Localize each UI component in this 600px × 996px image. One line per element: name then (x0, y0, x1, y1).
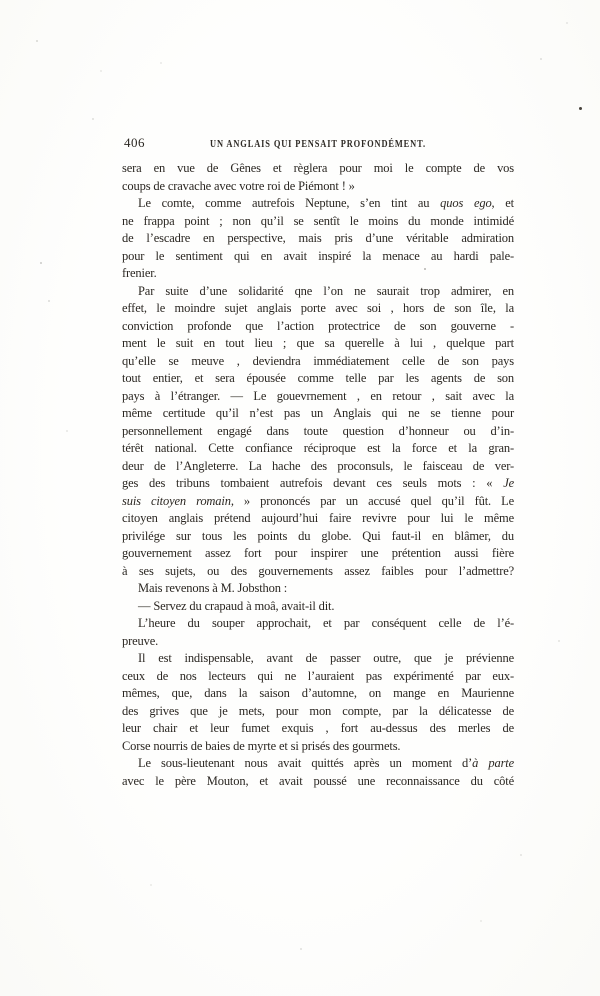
text-line: ges des tribuns tombaient autrefois devant ces seuls mots : « Je (122, 476, 514, 490)
text-line: preuve. (122, 633, 159, 648)
scan-speck-dark (579, 107, 582, 110)
text-line: privilége sur tous les points du globe. Qui faut-il en blâmer, du (122, 528, 514, 543)
text-line: personnellement engagé dans toute question d’honneur ou d’in- (122, 423, 514, 438)
text-line: à ses sujets, ou des gouvernements assez faibles pour l’admettre? (122, 563, 514, 578)
text-line: des grives que je mets, pour mon compte, par la délicatesse de (122, 703, 514, 718)
text-line: pays à l’étranger. — Le gouevrnement , en retour , sait avec la (122, 388, 514, 403)
text-line: sera en vue de Gênes et règlera pour moi le compte de vos (122, 161, 514, 175)
text-line: suis citoyen romain, » prononcés par un accusé quel qu’il fût. Le (122, 493, 514, 508)
text-line: ment le suit en tout lieu ; que sa querelle à lui , quelque part (122, 336, 514, 350)
text-line: avec le père Mouton, et avait poussé une reconnaissance du côté (122, 773, 514, 788)
text-line: ceux de nos lecteurs qui ne l’auraient pas expérimenté par eux- (122, 668, 514, 683)
text-line: Le sous-lieutenant nous avait quittés après un moment d’à parte (138, 756, 514, 770)
text-line: pour le sentiment qui en avait inspiré la menace au hardi pale- (122, 248, 514, 263)
text-line: qu’elle se meuve , deviendra immédiatement celle de son pays (122, 353, 514, 368)
scan-speckles (0, 0, 2, 2)
text-line: de l’escadre en perspective, mais pris d’une véritable admiration (122, 231, 514, 245)
text-line: L’heure du souper approchait, et par conséquent celle de l’é- (138, 616, 514, 630)
text-line: coups de cravache avec votre roi de Piémont ! » (122, 178, 355, 193)
text-line: — Servez du crapaud à moâ, avait-il dit. (138, 598, 335, 613)
text-line: gouvernement assez fort pour inspirer une prétention aussi fière (122, 546, 514, 560)
text-line: Corse nourris de baies de myrte et si prisés des gourmets. (122, 738, 401, 753)
text-line: deur de l’Angleterre. La hache des proconsuls, le faisceau de ver- (122, 458, 514, 473)
text-line: Par suite d’une solidarité qne l’on ne saurait trop admirer, en (138, 283, 514, 298)
running-header (122, 134, 514, 152)
page-number: 406 (124, 135, 145, 150)
text-line: effet, le moindre sujet anglais porte avec soi , hors de son île, la (122, 301, 514, 315)
text-line: conviction profonde que l’action protectrice de son gouverne - (122, 318, 514, 333)
text-line: mêmes, que, dans la saison d’automne, on mange en Maurienne (122, 686, 514, 700)
text-line: térêt national. Cette confiance réciproque est la force et la gran- (122, 441, 514, 455)
body-text (122, 160, 514, 790)
text-line: même certitude qu’il n’est pas un Anglais qui ne se tienne pour (122, 406, 514, 420)
text-line: Le comte, comme autrefois Neptune, s’en tint au quos ego, et (138, 196, 514, 210)
text-line: Il est indispensable, avant de passer outre, que je prévienne (138, 651, 514, 665)
text-line: frenier. (122, 266, 157, 280)
text-line: ne frappa point ; non qu’il se sentît le moins du monde intimidé (122, 213, 514, 228)
running-title: UN ANGLAIS QUI PENSAIT PROFONDÉMENT. (210, 139, 426, 150)
text-line: citoyen anglais prétend aujourd’hui faire revivre pour lui le même (122, 511, 514, 525)
text-line: tout entier, et sera épousée comme telle par les agents de son (122, 371, 514, 385)
text-line: Mais revenons à M. Jobsthon : (138, 581, 288, 595)
text-line: leur chair et leur fumet exquis , fort au-dessus des merles de (122, 721, 514, 735)
